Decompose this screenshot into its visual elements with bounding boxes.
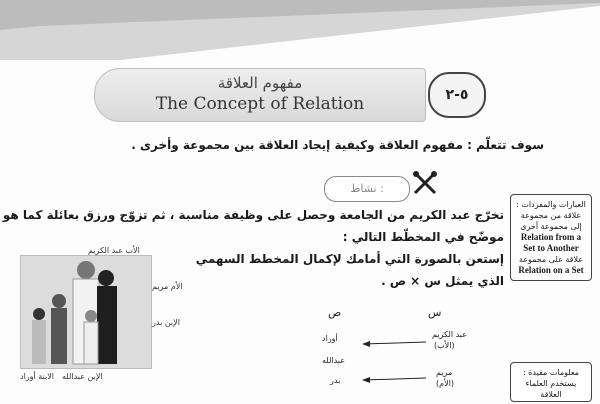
set-x-item-maryam: مريم: [436, 368, 453, 377]
set-x-item-father-tag: (الأب): [434, 341, 455, 350]
label-mother: الأم مريم: [152, 282, 183, 291]
activity-text-line-2: موضّح في المخطّط التالي :: [342, 230, 504, 244]
lesson-title-box: [94, 68, 426, 122]
vocabulary-item-1-ar: علاقة من مجموعة إلى مجموعة أخرى: [520, 211, 582, 231]
lesson-number-badge: ٥-٢: [428, 72, 486, 118]
label-son-badr: الإبن بدر: [152, 318, 180, 327]
vocabulary-heading: العبارات والمفردات :: [516, 200, 586, 209]
lesson-title-arabic: مفهوم العلاقة: [217, 74, 303, 92]
set-y-label: ص: [328, 306, 342, 319]
vocabulary-item-1-en: Relation from a Set to Another: [520, 232, 582, 253]
vocabulary-item-2-en: Relation on a Set: [518, 265, 584, 275]
set-x-item-abdulkarim: عبد الكريم: [432, 330, 467, 339]
set-x-item-mother-tag: (الأم): [436, 379, 454, 388]
tools-icon: [412, 170, 438, 196]
useful-info-text: يستخدم العلماء العلاقة: [525, 379, 577, 399]
label-son-abdullah: الإبن عبدالله: [62, 372, 103, 381]
label-daughter: الابنة أوراد: [20, 372, 54, 381]
set-y-item-abdullah: عبدالله: [322, 356, 345, 365]
activity-text-line-4: الذي يمثل س × ص .: [381, 274, 504, 288]
set-y-item-awrad: أوراد: [322, 334, 338, 343]
vocabulary-sidebar: [510, 194, 592, 281]
activity-label: نشاط :: [324, 176, 410, 202]
useful-info-sidebar: [510, 362, 592, 402]
activity-text-line-1: تخرّج عبد الكريم من الجامعة وحصل على وظيفة مناسبة ، ثم تزوّج ورزق بعائلة كما هو: [2, 208, 504, 222]
family-figures: [21, 256, 151, 368]
vocabulary-item-2-ar: علاقة على مجموعة: [518, 255, 584, 264]
learning-objective: سوف تتعلّم : مفهوم العلاقة وكيفية إيجاد العلاقة بين مجموعة وأخرى .: [131, 138, 544, 152]
set-x-label: س: [428, 306, 442, 319]
useful-info-heading: معلومات مفيدة :: [522, 368, 580, 377]
set-y-item-badr: بدر: [330, 376, 341, 385]
page-corner-decoration: [0, 0, 600, 60]
family-photo: [20, 255, 152, 369]
label-father: الأب عبد الكريم: [88, 246, 140, 255]
lesson-title-english: The Concept of Relation: [155, 94, 365, 114]
activity-text-line-3: إستعن بالصورة التي أمامك لإكمال المخطط السهمي: [195, 252, 504, 266]
